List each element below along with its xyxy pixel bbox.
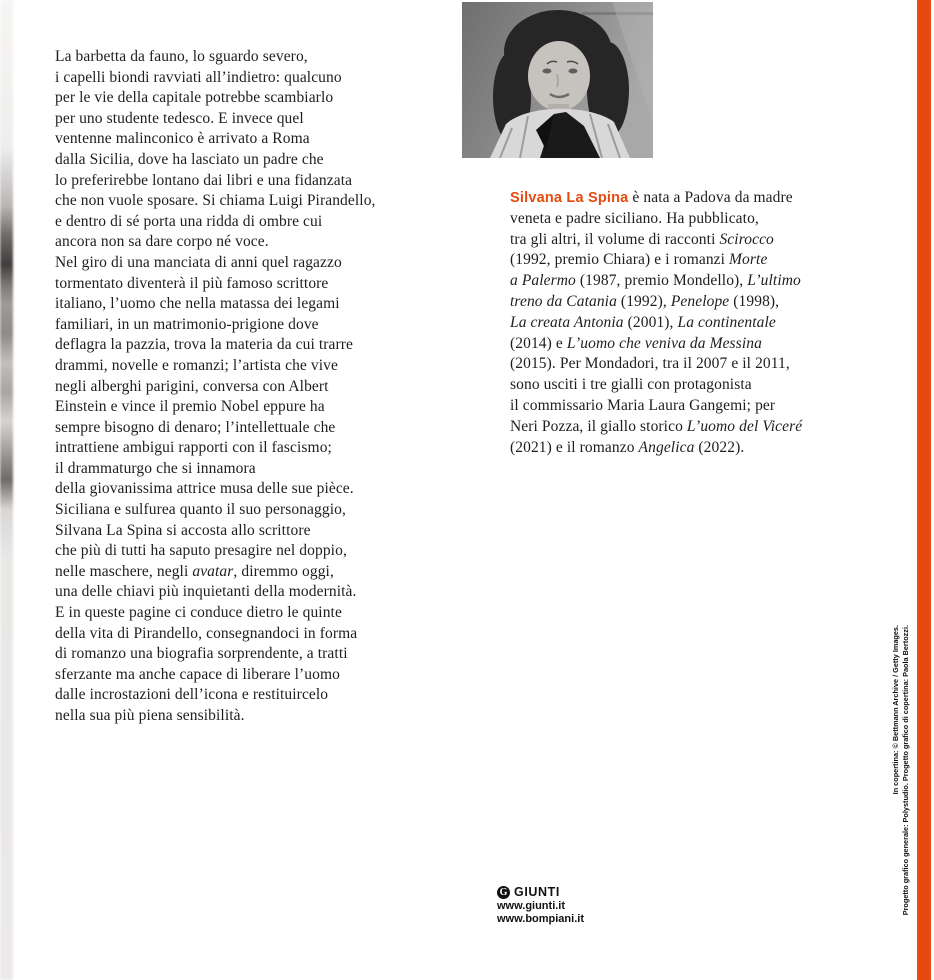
text-line: Siciliana e sulfurea quanto il suo personaggio, <box>55 501 346 519</box>
text-line: sono usciti i tre gialli con protagonista <box>510 376 752 394</box>
text-line: Nel giro di una manciata di anni quel ragazzo <box>55 253 342 271</box>
photo-credits <box>891 625 911 935</box>
text-line: La barbetta da fauno, lo sguardo severo, <box>55 48 308 65</box>
cover-fold-edge <box>0 0 13 980</box>
text-line: tra gli altri, il volume di racconti Scirocco <box>510 230 774 248</box>
text-line: deflagra la pazzia, trova la materia da cui trarre <box>55 336 354 354</box>
text-line: veneta e padre siciliano. Ha pubblicato, <box>510 209 759 227</box>
credits-line-progetto: Progetto grafico generale: Polystudio. Progetto grafico di copertina: Paola Bertozzi. <box>900 625 910 916</box>
spine-accent-strip <box>917 0 931 980</box>
text-line: nella sua più piena sensibilità. <box>55 707 245 724</box>
giunti-logo <box>497 884 584 900</box>
giunti-logo-text: GIUNTI <box>514 885 560 899</box>
text-line: che non vuole sposare. Si chiama Luigi Pirandello, <box>55 192 376 210</box>
giunti-url[interactable]: www.giunti.it <box>497 900 566 912</box>
text-line: italiano, l’uomo che nella matassa dei legami <box>55 295 340 313</box>
text-line: Silvana La Spina si accosta allo scrittore <box>55 521 311 539</box>
text-line: treno da Catania (1992), Penelope (1998), <box>510 292 780 310</box>
text-line: a Palermo (1987, premio Mondello), L’ultimo <box>510 272 801 290</box>
text-line: una delle chiavi più inquietanti della modernità. <box>55 583 357 601</box>
author-bio-text <box>510 188 870 458</box>
bompiani-url[interactable]: www.bompiani.it <box>497 913 584 925</box>
text-line: E in queste pagine ci conduce dietro le quinte <box>55 604 342 622</box>
text-line: (2021) e il romanzo Angelica (2022). <box>510 438 745 456</box>
text-line: (1992, premio Chiara) e i romanzi Morte <box>510 251 768 269</box>
publisher-block <box>497 884 584 926</box>
text-line: intrattiene ambigui rapporti con il fascismo; <box>55 439 332 457</box>
text-line: il commissario Maria Laura Gangemi; per <box>510 396 776 414</box>
text-line: familiari, in un matrimonio-prigione dove <box>55 315 319 333</box>
text-line: (2014) e L’uomo che veniva da Messina <box>510 334 762 352</box>
text-line: ancora non sa dare corpo né voce. <box>55 233 269 251</box>
text-line: per le vie della capitale potrebbe scambiarlo <box>55 89 334 107</box>
text-line: e dentro di sé porta una ridda di ombre cui <box>55 212 323 230</box>
text-line: di romanzo una biografia sorprendente, a tratti <box>55 645 348 663</box>
text-line: che più di tutti ha saputo presagire nel doppio, <box>55 542 347 560</box>
text-line: sempre bisogno di denaro; l’intellettuale che <box>55 418 336 436</box>
synopsis-text <box>55 47 455 727</box>
text-line: dalle incrostazioni dell’icona e restituircelo <box>55 686 329 704</box>
text-line: (2015). Per Mondadori, tra il 2007 e il 2011, <box>510 355 790 373</box>
text-line: i capelli biondi ravviati all’indietro: qualcuno <box>55 68 342 86</box>
text-line: drammi, novelle e romanzi; l’artista che vive <box>55 356 338 374</box>
author-photo-illustration <box>462 2 653 158</box>
text-line: lo preferirebbe lontano dai libri e una fidanzata <box>55 171 353 189</box>
text-line: sferzante ma anche capace di liberare l’uomo <box>55 665 340 683</box>
text-line: ventenne malinconico è arrivato a Roma <box>55 130 310 148</box>
author-photo <box>462 2 653 158</box>
giunti-logo-icon: G <box>497 886 510 899</box>
text-line: il drammaturgo che si innamora <box>55 459 256 477</box>
text-line: dalla Sicilia, dove ha lasciato un padre che <box>55 150 324 168</box>
text-line: tormentato diventerà il più famoso scrittore <box>55 274 329 292</box>
text-line: Neri Pozza, il giallo storico L’uomo del Viceré <box>510 417 803 435</box>
text-line: della giovanissima attrice musa delle sue pièce. <box>55 480 354 498</box>
credits-line-copertina: In copertina: © Bettmann Archive / Getty Images. <box>891 625 900 795</box>
text-line: nelle maschere, negli avatar, diremmo oggi, <box>55 562 334 580</box>
text-line: negli alberghi parigini, conversa con Albert <box>55 377 329 395</box>
text-line: La creata Antonia (2001), La continentale <box>510 313 776 331</box>
text-line: Silvana La Spina è nata a Padova da madre <box>510 189 793 206</box>
text-line: per uno studente tedesco. E invece quel <box>55 109 304 127</box>
text-line: Einstein e vince il premio Nobel eppure ha <box>55 398 325 416</box>
text-line: della vita di Pirandello, consegnandoci in forma <box>55 624 358 642</box>
